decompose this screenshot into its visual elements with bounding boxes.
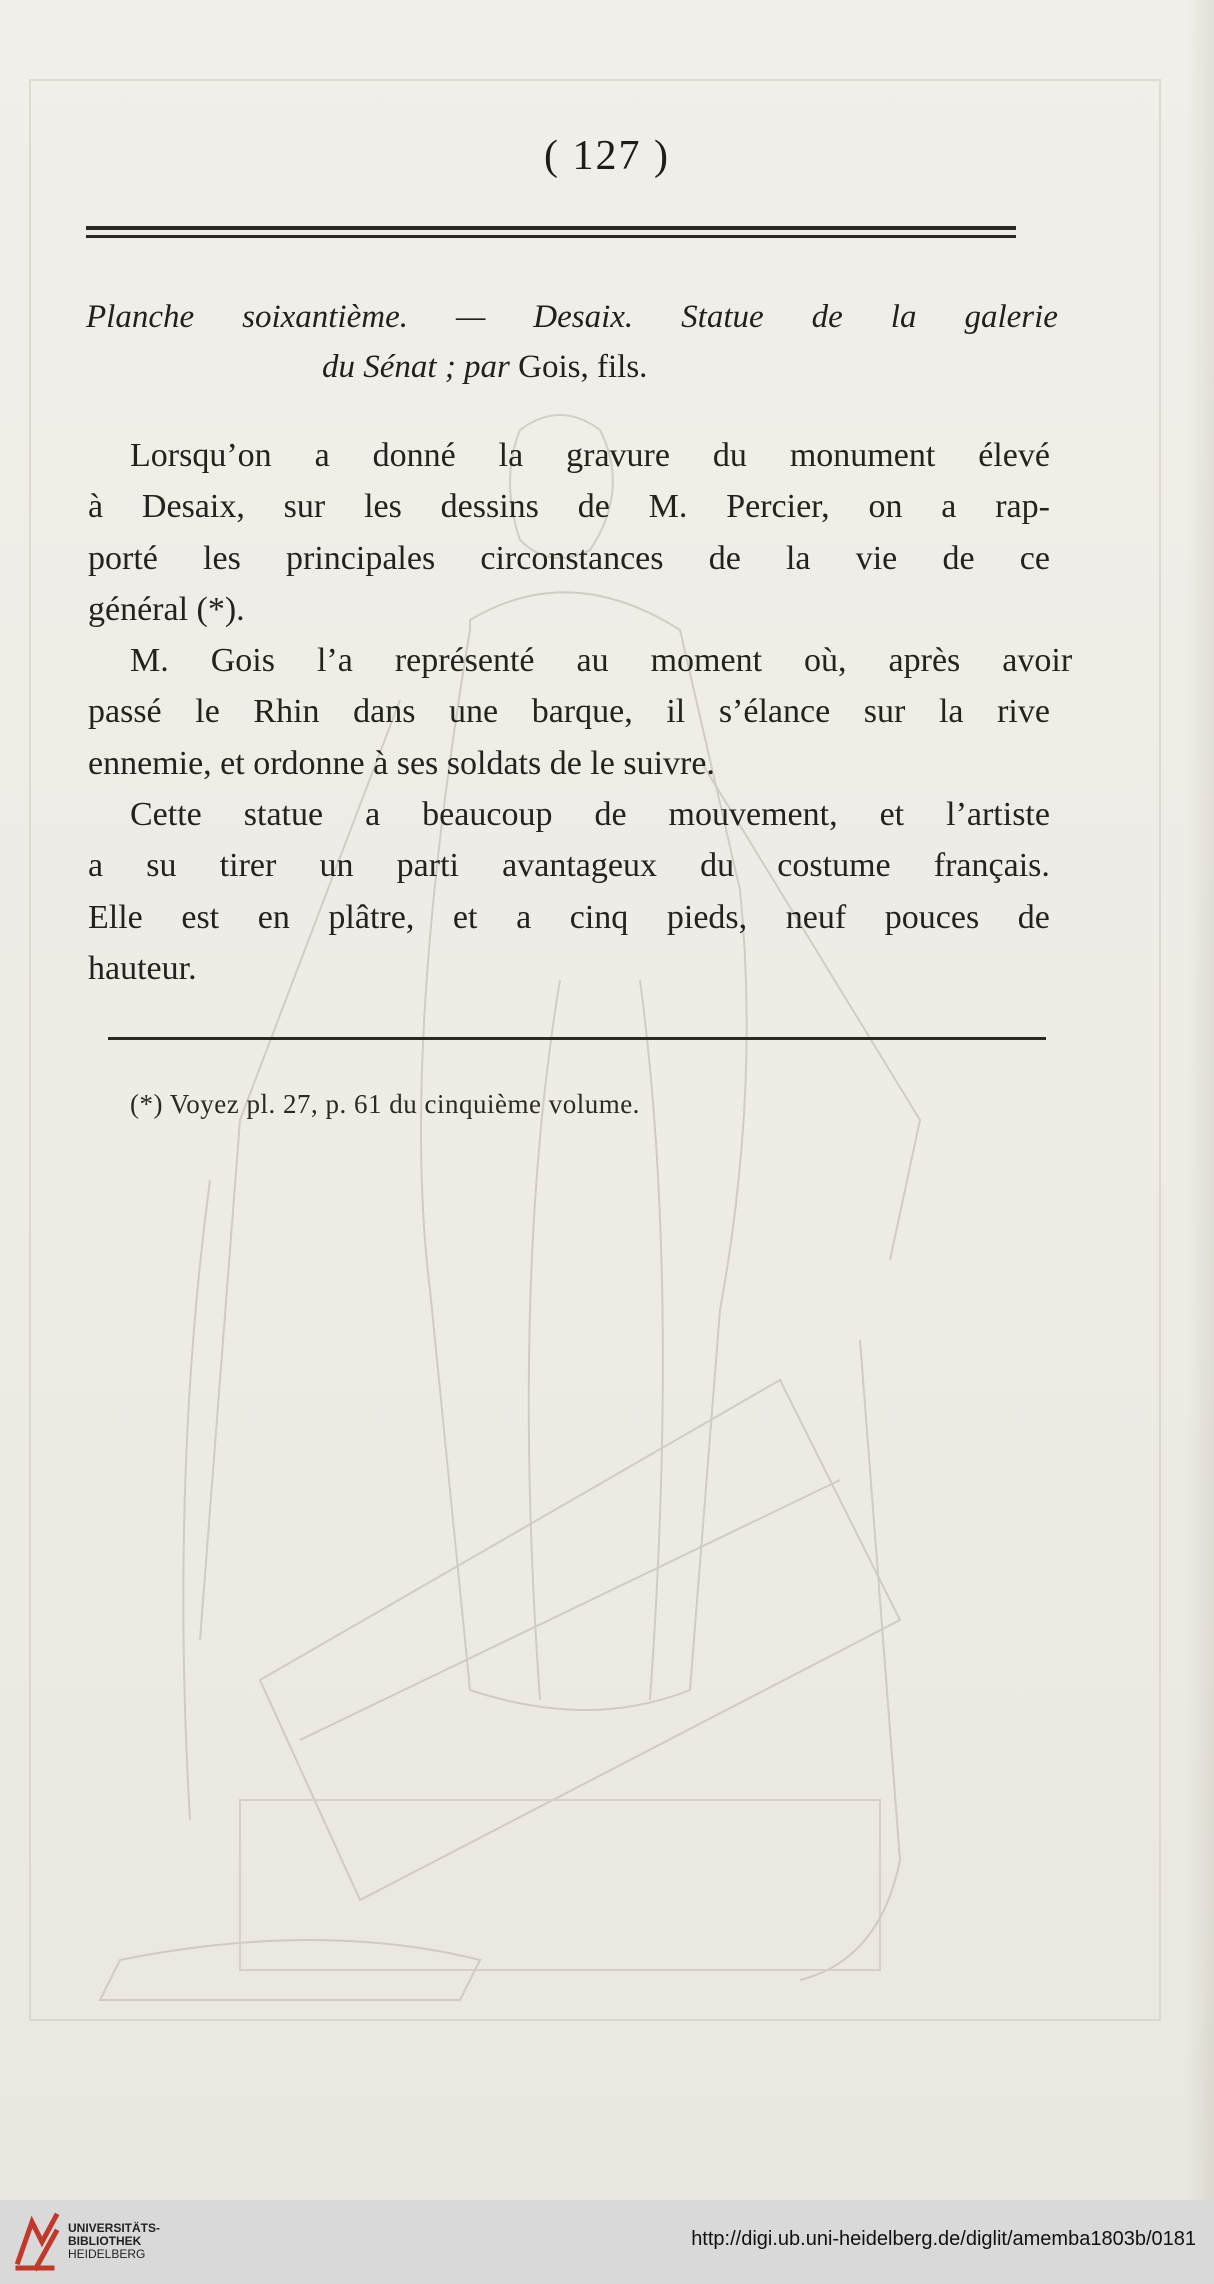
library-name — [68, 2222, 160, 2261]
word: une — [449, 693, 499, 731]
library-name-line: BIBLIOTHEK — [68, 2234, 142, 2248]
heading-line-1 — [86, 292, 1058, 342]
word: français. — [933, 847, 1050, 885]
word: ce — [1019, 539, 1050, 577]
word: un — [319, 847, 354, 885]
rule-line-bottom — [86, 235, 1016, 238]
text-line — [88, 789, 1050, 840]
digitization-footer — [0, 2200, 1214, 2284]
text-line — [88, 533, 1050, 584]
word: de — [577, 488, 610, 526]
word: avoir — [1002, 642, 1073, 680]
word: rap- — [995, 488, 1050, 526]
word: mouvement, — [668, 796, 838, 834]
word: représenté — [394, 642, 535, 680]
word: porté — [88, 539, 158, 577]
word: où, — [804, 642, 847, 680]
word: la — [785, 539, 811, 577]
word: M. — [130, 642, 169, 680]
word: statue — [243, 796, 324, 834]
word: avantageux — [502, 847, 657, 885]
word: de — [594, 796, 627, 834]
word: moment — [650, 642, 763, 680]
word: les — [203, 539, 241, 577]
word: on — [868, 488, 903, 526]
word: l’a — [316, 642, 353, 680]
text-line — [88, 584, 1050, 635]
page-number: ( 127 ) — [544, 133, 670, 179]
text-line — [88, 686, 1050, 737]
library-city: HEIDELBERG — [68, 2247, 146, 2261]
text-line — [88, 943, 1050, 994]
word: su — [146, 847, 177, 885]
sculptor-name: Gois, fils. — [518, 349, 648, 385]
word: dans — [353, 693, 416, 731]
word: Lorsqu’on — [130, 437, 272, 474]
word: l’artiste — [946, 796, 1050, 834]
word: costume — [777, 847, 891, 885]
word: beaucoup — [422, 796, 553, 834]
body-text — [88, 430, 1073, 994]
word: à — [88, 488, 104, 526]
text-line — [88, 892, 1050, 943]
heading-word: galerie — [964, 299, 1058, 335]
word: et — [452, 898, 478, 936]
word: au — [576, 642, 609, 680]
word: est — [181, 898, 220, 936]
word: pieds, — [666, 898, 748, 936]
word: de — [942, 539, 975, 577]
word: a — [88, 847, 104, 885]
plate-heading — [86, 292, 1058, 392]
paragraph-2 — [88, 635, 1073, 789]
text-line — [88, 481, 1050, 532]
paragraph-3 — [88, 789, 1050, 994]
word: plâtre, — [328, 898, 415, 936]
heading-line-2 — [86, 342, 1058, 392]
source-url-link[interactable]: http://digi.ub.uni-heidelberg.de/diglit/amemba1803b/0181 — [691, 2228, 1196, 2250]
word: de — [1017, 898, 1050, 936]
word: neuf — [785, 898, 847, 936]
text-line — [88, 430, 1050, 481]
word: a — [365, 796, 381, 834]
text-line — [88, 635, 1073, 686]
word: en — [257, 898, 290, 936]
word: la — [938, 693, 964, 731]
word: M. — [648, 488, 688, 526]
heading-word: — — [455, 299, 486, 335]
line-text: général (*). — [88, 590, 245, 628]
word: Percier, — [726, 488, 830, 526]
word: Elle — [88, 898, 143, 936]
heading-word: la — [890, 299, 917, 335]
line-text: hauteur. — [88, 949, 197, 987]
word: du — [700, 847, 735, 885]
word: de — [708, 539, 741, 577]
word: du — [712, 437, 747, 474]
text-line — [88, 840, 1050, 891]
paragraph-1 — [88, 430, 1050, 635]
word: la — [498, 437, 524, 474]
word: a — [516, 898, 532, 936]
word: Desaix, — [141, 488, 245, 526]
word: barque, — [531, 693, 633, 731]
header-double-rule — [86, 226, 1016, 246]
word: Gois — [210, 642, 275, 680]
word: s’élance — [718, 693, 831, 731]
heading-attribution: du Sénat ; par — [322, 349, 510, 385]
word: cinq — [569, 898, 629, 936]
heading-word: Desaix. — [533, 299, 634, 335]
word: a — [314, 437, 330, 474]
word: parti — [396, 847, 459, 885]
word: monument — [789, 437, 936, 474]
word: donné — [372, 437, 456, 474]
word: il — [666, 693, 686, 731]
heading-word: Planche — [86, 299, 195, 335]
word: élevé — [978, 437, 1050, 474]
word: principales — [286, 539, 436, 577]
footnote-rule — [108, 1037, 1046, 1040]
word: et — [879, 796, 905, 834]
word: sur — [283, 488, 326, 526]
word: rive — [997, 693, 1050, 731]
word: après — [888, 642, 961, 680]
word: sur — [863, 693, 906, 731]
library-logo-icon[interactable] — [12, 2212, 64, 2272]
line-text: ennemie, et ordonne à ses soldats de le suivre. — [88, 744, 715, 782]
word: tirer — [219, 847, 277, 885]
rule-line-top — [86, 226, 1016, 230]
word: passé — [88, 693, 162, 731]
word: a — [941, 488, 957, 526]
word: pouces — [884, 898, 980, 936]
heading-word: soixantième. — [242, 299, 408, 335]
text-line — [88, 738, 1050, 789]
heading-word: Statue — [681, 299, 764, 335]
word: Rhin — [253, 693, 320, 731]
word: gravure — [566, 437, 670, 474]
word: vie — [855, 539, 898, 577]
page-edge-shadow — [1186, 0, 1214, 2200]
library-name-line: UNIVERSITÄTS- — [68, 2221, 161, 2235]
word: Cette — [130, 796, 202, 834]
heading-word: de — [811, 299, 843, 335]
word: circonstances — [480, 539, 664, 577]
footnote: (*) Voyez pl. 27, p. 61 du cinquième volume. — [130, 1089, 640, 1119]
word: le — [195, 693, 220, 731]
word: les — [364, 488, 402, 526]
word: dessins — [440, 488, 539, 526]
